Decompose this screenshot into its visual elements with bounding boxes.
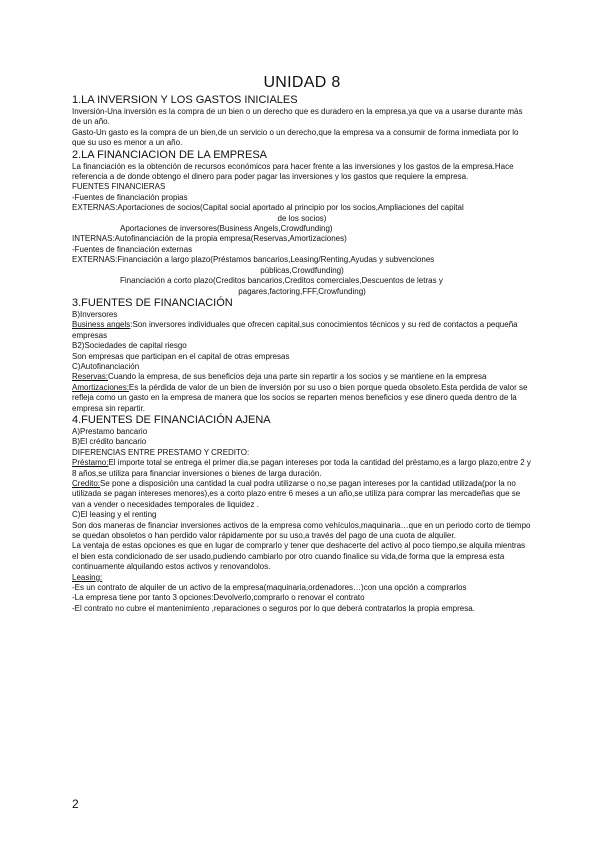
section-3-heading: 3.FUENTES DE FINANCIACIÓN bbox=[72, 296, 233, 309]
credito-paragraph bbox=[72, 479, 532, 510]
aportaciones-inversores-line: Aportaciones de inversores(Business Angels,Crowdfunding) bbox=[120, 224, 333, 234]
externas-largo-plazo-line: EXTERNAS:Financiación a largo plazo(Préstamos bancarios,Leasing/Renting,Ayudas y subvenciones bbox=[72, 255, 435, 265]
fuentes-propias-label: -Fuentes de financiación propias bbox=[72, 192, 188, 202]
credito-bancario-label: B)El crédito bancario bbox=[72, 437, 147, 447]
leasing-label: Leasing: bbox=[72, 572, 103, 582]
reservas-term: Reservas: bbox=[72, 372, 109, 382]
prestamo-paragraph bbox=[72, 458, 532, 479]
inversores-label: B)Inversores bbox=[72, 309, 118, 319]
business-angels-text: :Son inversores individuales que ofrecen capital,sus conocimientos técnicos y su red de contactos a pequeña empresas bbox=[72, 320, 518, 340]
credito-text: Se pone a disposición una cantidad la cual podra utilizarse o no,se pagan intereses por la cantidad utilizada(por la no utilizada se pagan intereses menores),es a corto plazo entre 6 meses a un año,se utiliza para comprar las mercadeñas que se van a vender o necesidades temporales de liquidez . bbox=[72, 479, 521, 509]
externas-propias-line-cont: de los socios) bbox=[277, 213, 327, 223]
section-4-heading: 4.FUENTES DE FINANCIACIÓN AJENA bbox=[72, 413, 271, 426]
amortizaciones-term: Amortizaciones: bbox=[72, 382, 129, 392]
fuentes-externas-label: -Fuentes de financiación externas bbox=[72, 244, 193, 254]
prestamo-text: El importe total se entrega el primer dia,se pagan intereses por toda la cantidad del préstamo,es a largo plazo,entre 2 y 8 años,se utiliza para financiar inversiones o bienes de larga duración. bbox=[72, 458, 531, 478]
gasto-paragraph: Gasto-Un gasto es la compra de un bien,de un servicio o un derecho,que la empresa va a consumir de forma inmediata por lo que su uso es menor a un año. bbox=[72, 127, 519, 148]
leasing-item-2: -La empresa tiene por tanto 3 opciones:Devolverlo,comprarlo o renovar el contrato bbox=[72, 593, 365, 603]
capital-riesgo-label: B2)Sociedades de capital riesgo bbox=[72, 341, 187, 351]
externas-corto-plazo-line: Financiación a corto plazo(Creditos bancarios,Creditos comerciales,Descuentos de letras y bbox=[120, 276, 443, 286]
leasing-renting-label: C)El leasing y el renting bbox=[72, 510, 157, 520]
inversion-paragraph: Inversión-Una inversión es la compra de un bien o un derecho que es duradero en la empresa,ya que va a usarse durante más de un año. bbox=[72, 107, 523, 127]
page-title: UNIDAD 8 bbox=[263, 74, 341, 91]
document-page bbox=[72, 74, 532, 614]
ventaja-paragraph: La ventaja de estas opciones es que en lugar de comprarlo y tener que deshacerte del activo al poco tiempo,se alquila mientras el bien esta condicionado de ser usado,pudiendo cambiarlo por otro cuando finalice su vida,de forma que la empresa esta continuamente alquilando estos activos y renovandolos. bbox=[72, 541, 526, 572]
section-2-heading: 2.LA FINANCIACION DE LA EMPRESA bbox=[72, 148, 268, 161]
prestamo-term: Préstamo: bbox=[72, 458, 109, 468]
leasing-item-3: -El contrato no cubre el mantenimiento ,reparaciones o seguros por lo que deberá contratarlos la propia empresa. bbox=[72, 603, 475, 613]
externas-propias-line: EXTERNAS:Aportaciones de socios(Capital social aportado al principio por los socios,Ampliaciones del capital bbox=[72, 203, 464, 213]
page-number: 2 bbox=[72, 797, 79, 811]
externas-largo-plazo-line-cont: públicas,Crowdfunding) bbox=[260, 265, 344, 275]
credito-term: Credito: bbox=[72, 479, 101, 488]
internas-line: INTERNAS:Autofinanciación de la propia empresa(Reservas,Amortizaciones) bbox=[72, 234, 347, 244]
business-angels-term: Business angels bbox=[72, 320, 131, 330]
fuentes-financieras-label: FUENTES FINANCIERAS bbox=[72, 182, 166, 192]
reservas-paragraph bbox=[72, 372, 532, 382]
prestamo-bancario-label: A)Prestamo bancario bbox=[72, 426, 148, 436]
capital-riesgo-text: Son empresas que participan en el capital de otras empresas bbox=[72, 351, 290, 361]
externas-corto-plazo-line-cont: pagares,factoring,FFF,Crowfunding) bbox=[238, 286, 366, 296]
autofinanciacion-label: C)Autofinanciación bbox=[72, 361, 140, 371]
financiacion-paragraph: La financiación es la obtención de recursos económicos para hacer frente a las inversiones y los gastos de la empresa.Hace referencia a de donde obtengo el dinero para poder pagar las inversiones y los gastos que requiere la empresa. bbox=[72, 161, 514, 182]
diferencias-label: DIFERENCIAS ENTRE PRESTAMO Y CREDITO: bbox=[72, 447, 250, 457]
leasing-item-1: -Es un contrato de alquiler de un activo de la empresa(maquinaria,ordenadores…)con una opción a comprarlos bbox=[72, 583, 467, 593]
reservas-text: Cuando la empresa, de sus beneficios deja una parte sin repartir a los socios y se mantiene en la empresa bbox=[108, 372, 487, 382]
amortizaciones-text: Es la pérdida de valor de un bien de inversión por su uso o bien porque queda obsoleto.Esta perdida de valor se refleja como un gasto en la empresa de manera que los socios se reparten menos beneficios y ese dinero queda dentro de la empresa sin repartir. bbox=[72, 382, 528, 413]
section-1-heading: 1.LA INVERSION Y LOS GASTOS INICIALES bbox=[72, 94, 298, 106]
amortizaciones-paragraph bbox=[72, 383, 532, 414]
leasing-renting-paragraph: Son dos maneras de financiar inversiones activos de la empresa como vehículos,maquinaria…que en un periodo corto de tiempo se quedan obsoletos o han perdido valor rápidamente por su uso,a través del pago de una cuota de alquiler. bbox=[72, 520, 531, 541]
business-angels-paragraph bbox=[72, 320, 532, 341]
